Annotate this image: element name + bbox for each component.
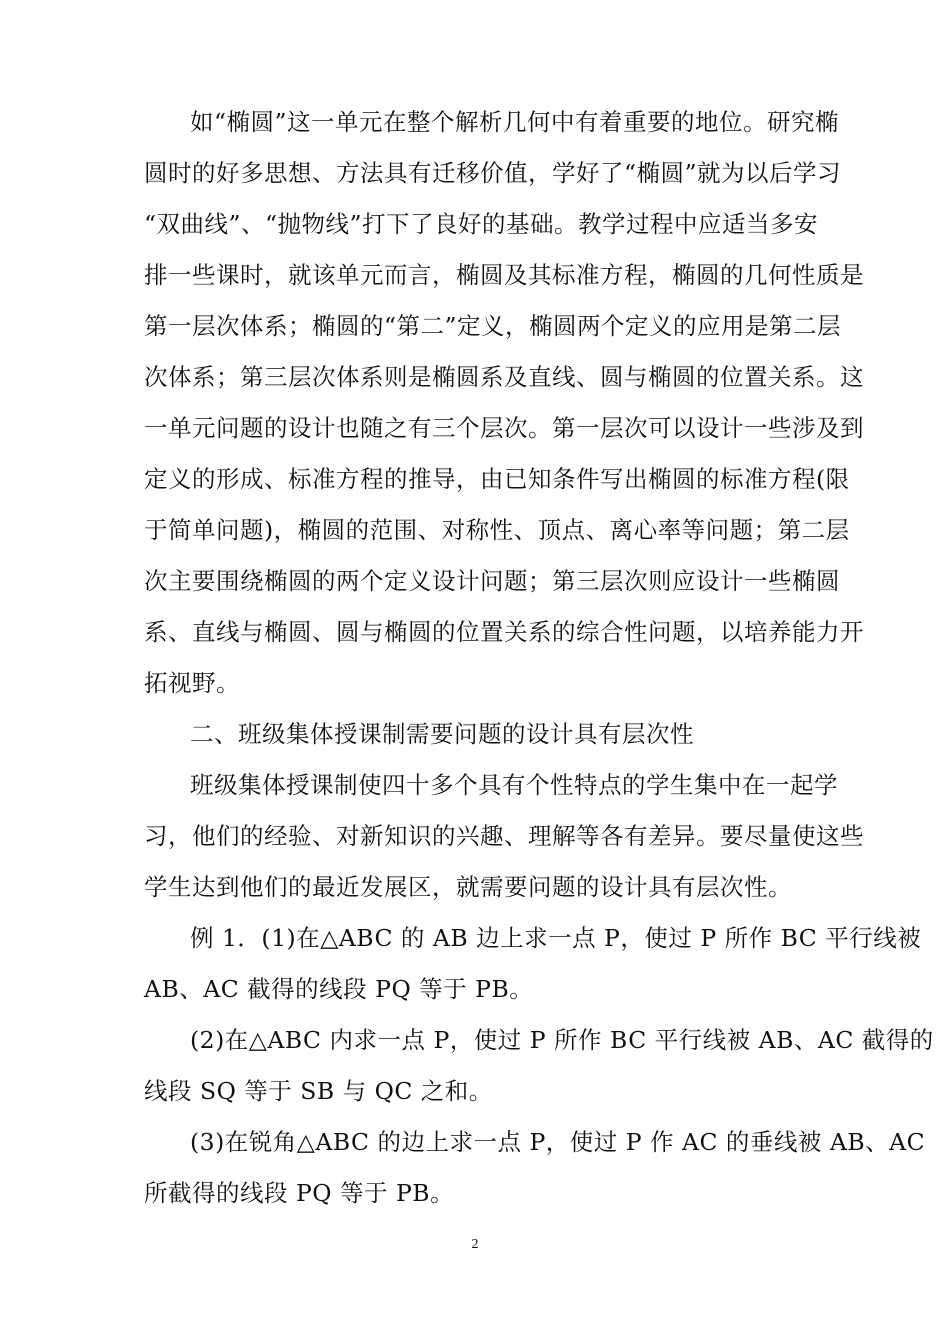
example-line: 例 1．(1)在△ABC 的 AB 边上求一点 P，使过 P 所作 BC 平行线被 [190, 924, 922, 952]
text-line: 次主要围绕椭圆的两个定义设计问题；第三层次则应设计一些椭圆 [144, 567, 840, 595]
text-line: 圆时的好多思想、方法具有迁移价值，学好了“椭圆”就为以后学习 [144, 159, 842, 187]
example-line: 所截得的线段 PQ 等于 PB。 [144, 1179, 455, 1207]
page-number: 2 [471, 1237, 479, 1252]
text-line: 如“椭圆”这一单元在整个解析几何中有着重要的地位。研究椭 [190, 108, 840, 136]
text-line: “双曲线”、“抛物线”打下了良好的基础。教学过程中应适当多安 [144, 210, 819, 238]
text-line: 于简单问题)，椭圆的范围、对称性、顶点、离心率等问题；第二层 [144, 516, 850, 544]
example-line: AB、AC 截得的线段 PQ 等于 PB。 [144, 975, 534, 1003]
example-line: 线段 SQ 等于 SB 与 QC 之和。 [144, 1077, 493, 1105]
text-line: 系、直线与椭圆、圆与椭圆的位置关系的综合性问题，以培养能力开 [144, 618, 864, 646]
text-line: 次体系；第三层次体系则是椭圆系及直线、圆与椭圆的位置关系。这 [144, 363, 864, 391]
text-line: 学生达到他们的最近发展区，就需要问题的设计具有层次性。 [144, 873, 792, 901]
text-line: 班级集体授课制使四十多个具有个性特点的学生集中在一起学 [190, 771, 838, 799]
text-line: 习，他们的经验、对新知识的兴趣、理解等各有差异。要尽量使这些 [144, 822, 864, 850]
text-line: 拓视野。 [144, 669, 240, 697]
section-heading: 二、班级集体授课制需要问题的设计具有层次性 [190, 720, 694, 748]
text-line: 定义的形成、标准方程的推导，由已知条件写出椭圆的标准方程(限 [144, 465, 850, 493]
text-line: 排一些课时，就该单元而言，椭圆及其标准方程，椭圆的几何性质是 [144, 261, 864, 289]
example-line: (3)在锐角△ABC 的边上求一点 P，使过 P 作 AC 的垂线被 AB、AC [190, 1128, 926, 1156]
example-line: (2)在△ABC 内求一点 P，使过 P 所作 BC 平行线被 AB、AC 截得的 [190, 1026, 934, 1054]
text-line: 一单元问题的设计也随之有三个层次。第一层次可以设计一些涉及到 [144, 414, 864, 442]
text-line: 第一层次体系；椭圆的“第二”定义，椭圆两个定义的应用是第二层 [144, 312, 842, 340]
